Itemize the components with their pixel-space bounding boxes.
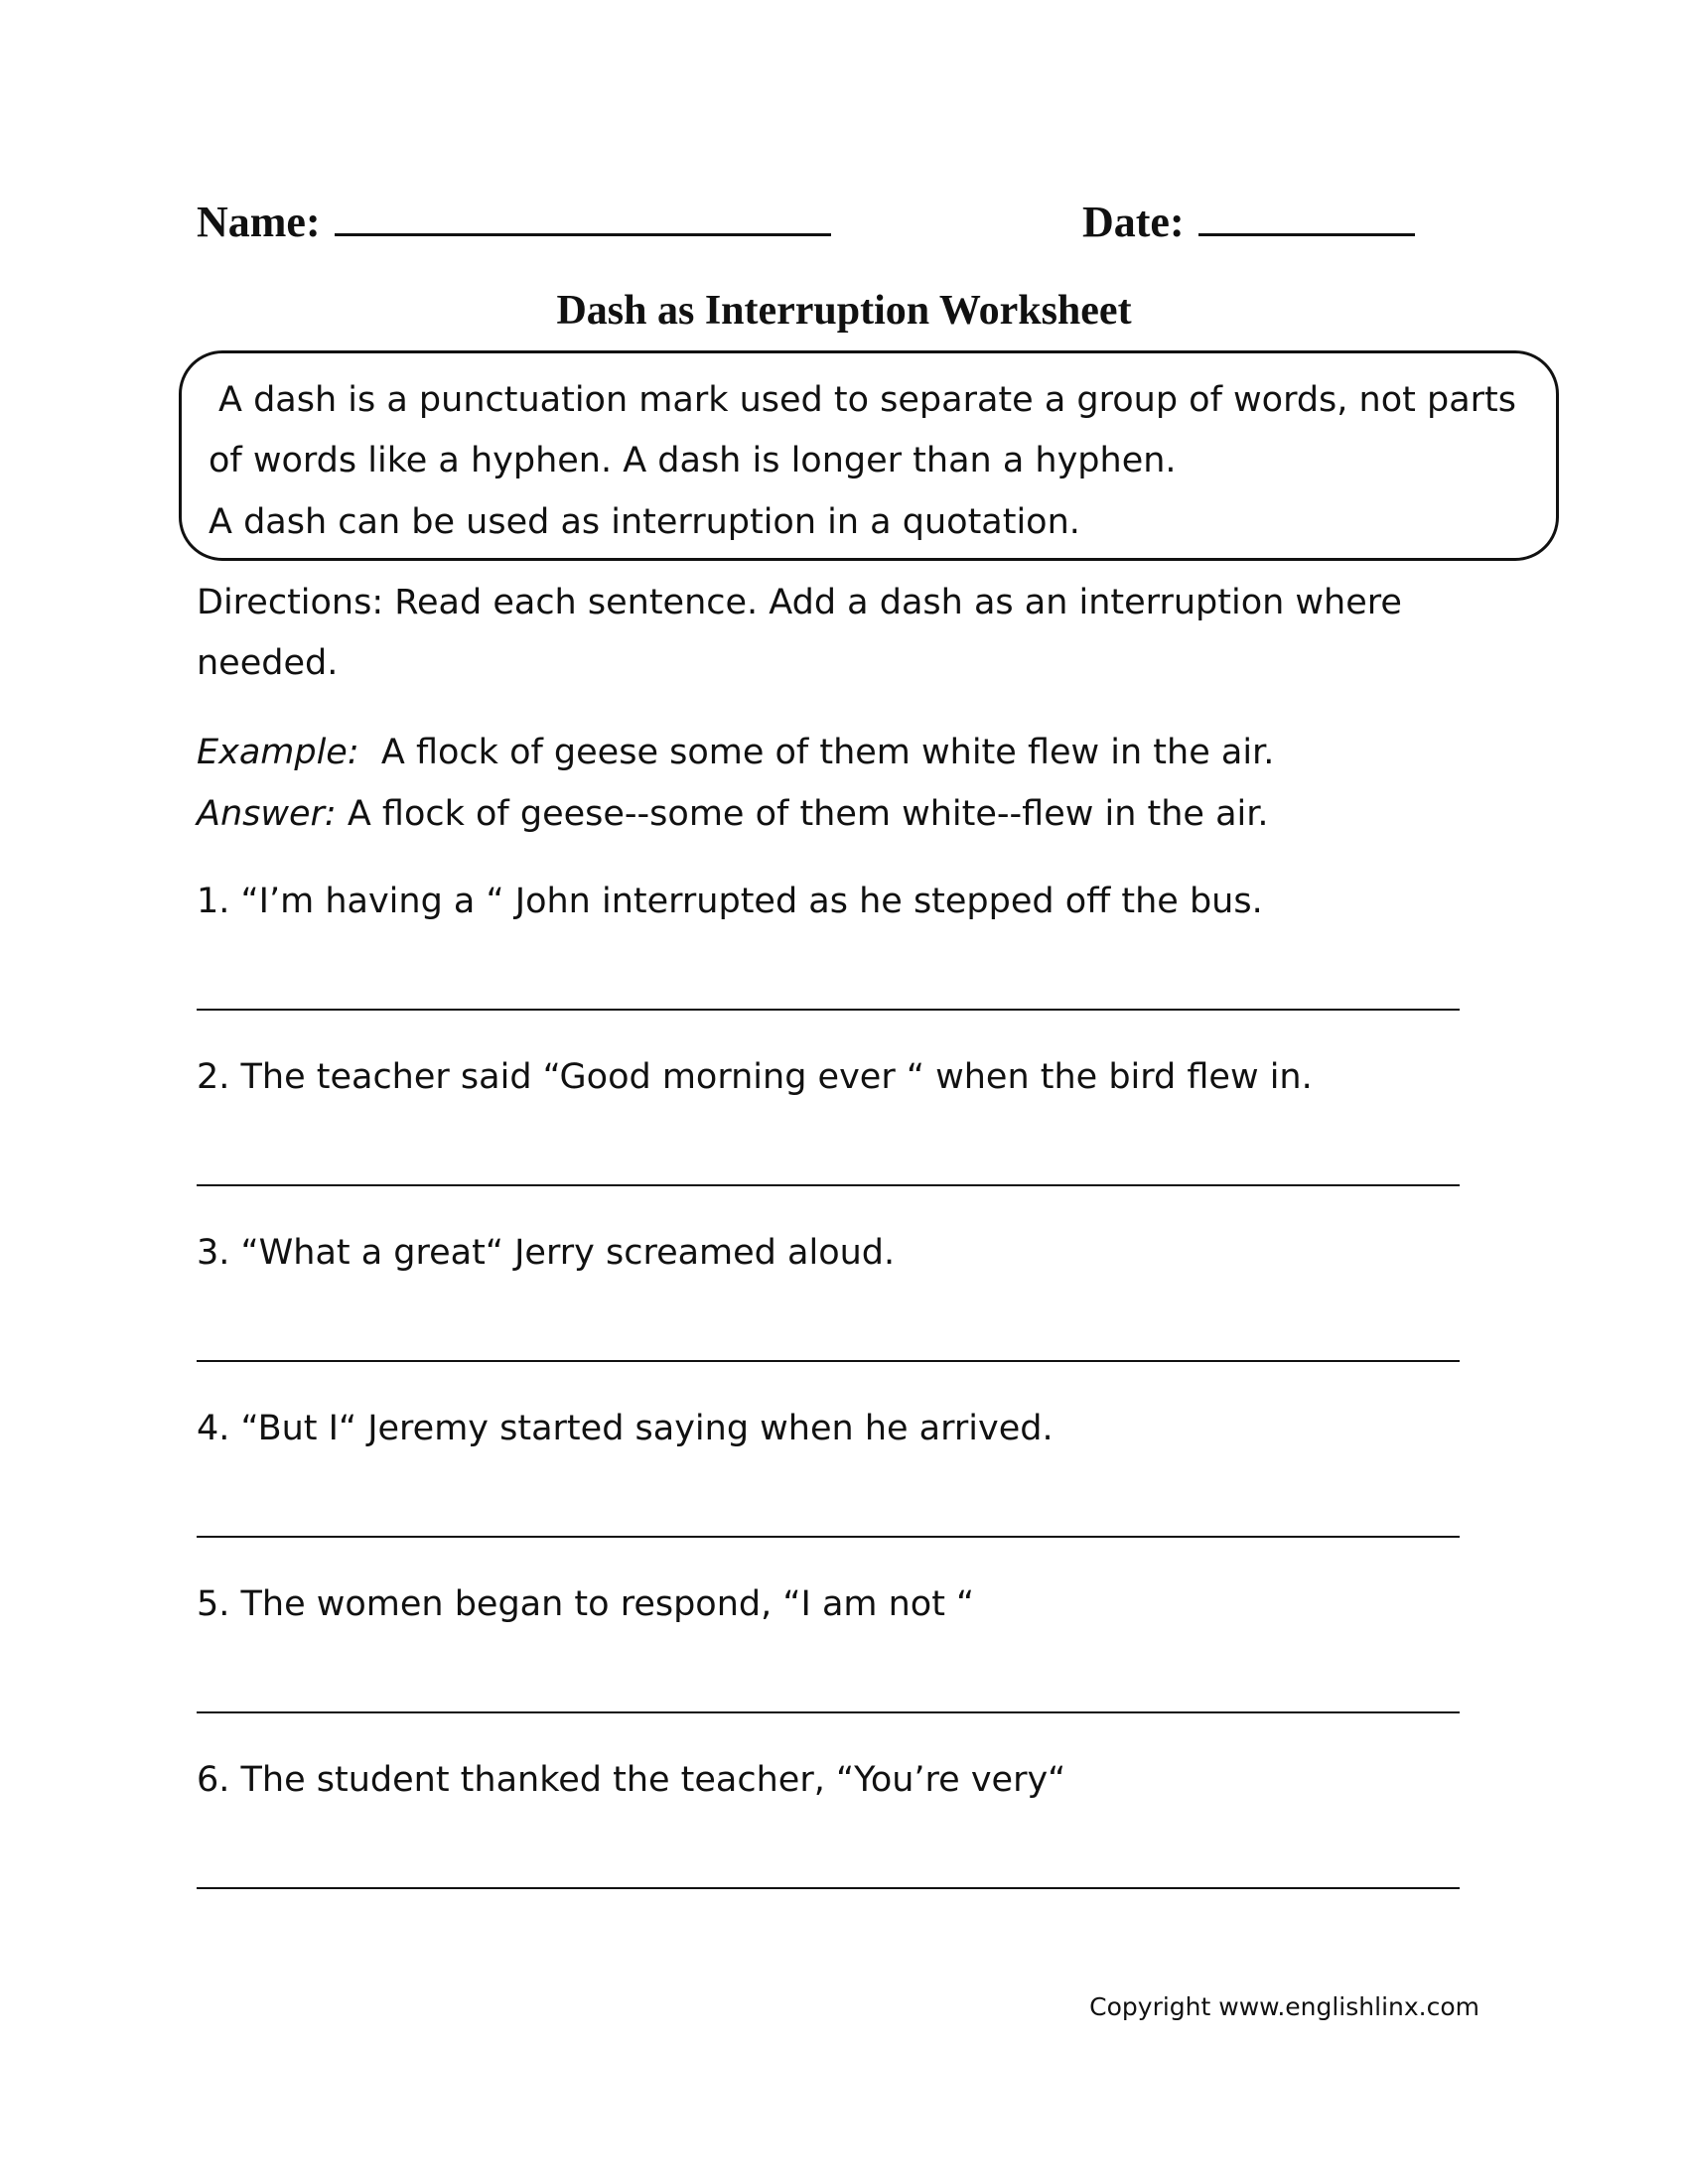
answer-blank-line[interactable] xyxy=(197,1711,1460,1713)
date-label: Date: xyxy=(1082,198,1185,246)
date-field-row xyxy=(1082,194,1415,250)
answer-blank-line[interactable] xyxy=(197,1009,1460,1011)
question-item: 2. The teacher said “Good morning ever “ when the bird flew in. xyxy=(197,1057,1313,1097)
example-line xyxy=(197,730,1274,775)
definition-line: A dash is a punctuation mark used to separate a group of words, not parts xyxy=(218,380,1516,420)
question-item: 1. “I’m having a “ John interrupted as he stepped off the bus. xyxy=(197,882,1263,921)
answer-label: Answer: xyxy=(197,794,337,834)
name-label: Name: xyxy=(197,198,321,246)
answer-line-text xyxy=(197,791,1269,837)
question-item: 4. “But I“ Jeremy started saying when he arrived. xyxy=(197,1409,1054,1448)
worksheet-title: Dash as Interruption Worksheet xyxy=(556,288,1132,334)
definition-line: A dash can be used as interruption in a quotation. xyxy=(209,502,1080,542)
name-blank-line[interactable] xyxy=(335,194,831,236)
example-label: Example: xyxy=(197,733,359,772)
date-blank-line[interactable] xyxy=(1198,194,1415,236)
directions-line: Directions: Read each sentence. Add a dash as an interruption where xyxy=(197,583,1402,622)
answer-blank-line[interactable] xyxy=(197,1360,1460,1362)
directions-line: needed. xyxy=(197,643,339,683)
answer-text: A flock of geese--some of them white--flew in the air. xyxy=(347,794,1269,834)
name-field-row xyxy=(197,194,831,250)
definition-line: of words like a hyphen. A dash is longer than a hyphen. xyxy=(209,441,1177,480)
answer-blank-line[interactable] xyxy=(197,1536,1460,1538)
question-item: 3. “What a great“ Jerry screamed aloud. xyxy=(197,1233,896,1273)
example-text: A flock of geese some of them white flew in the air. xyxy=(380,733,1275,772)
question-item: 6. The student thanked the teacher, “You’re very“ xyxy=(197,1760,1066,1800)
copyright-notice: Copyright www.englishlinx.com xyxy=(1089,1992,1479,2021)
answer-blank-line[interactable] xyxy=(197,1887,1460,1889)
answer-blank-line[interactable] xyxy=(197,1184,1460,1186)
question-item: 5. The women began to respond, “I am not “ xyxy=(197,1584,975,1624)
